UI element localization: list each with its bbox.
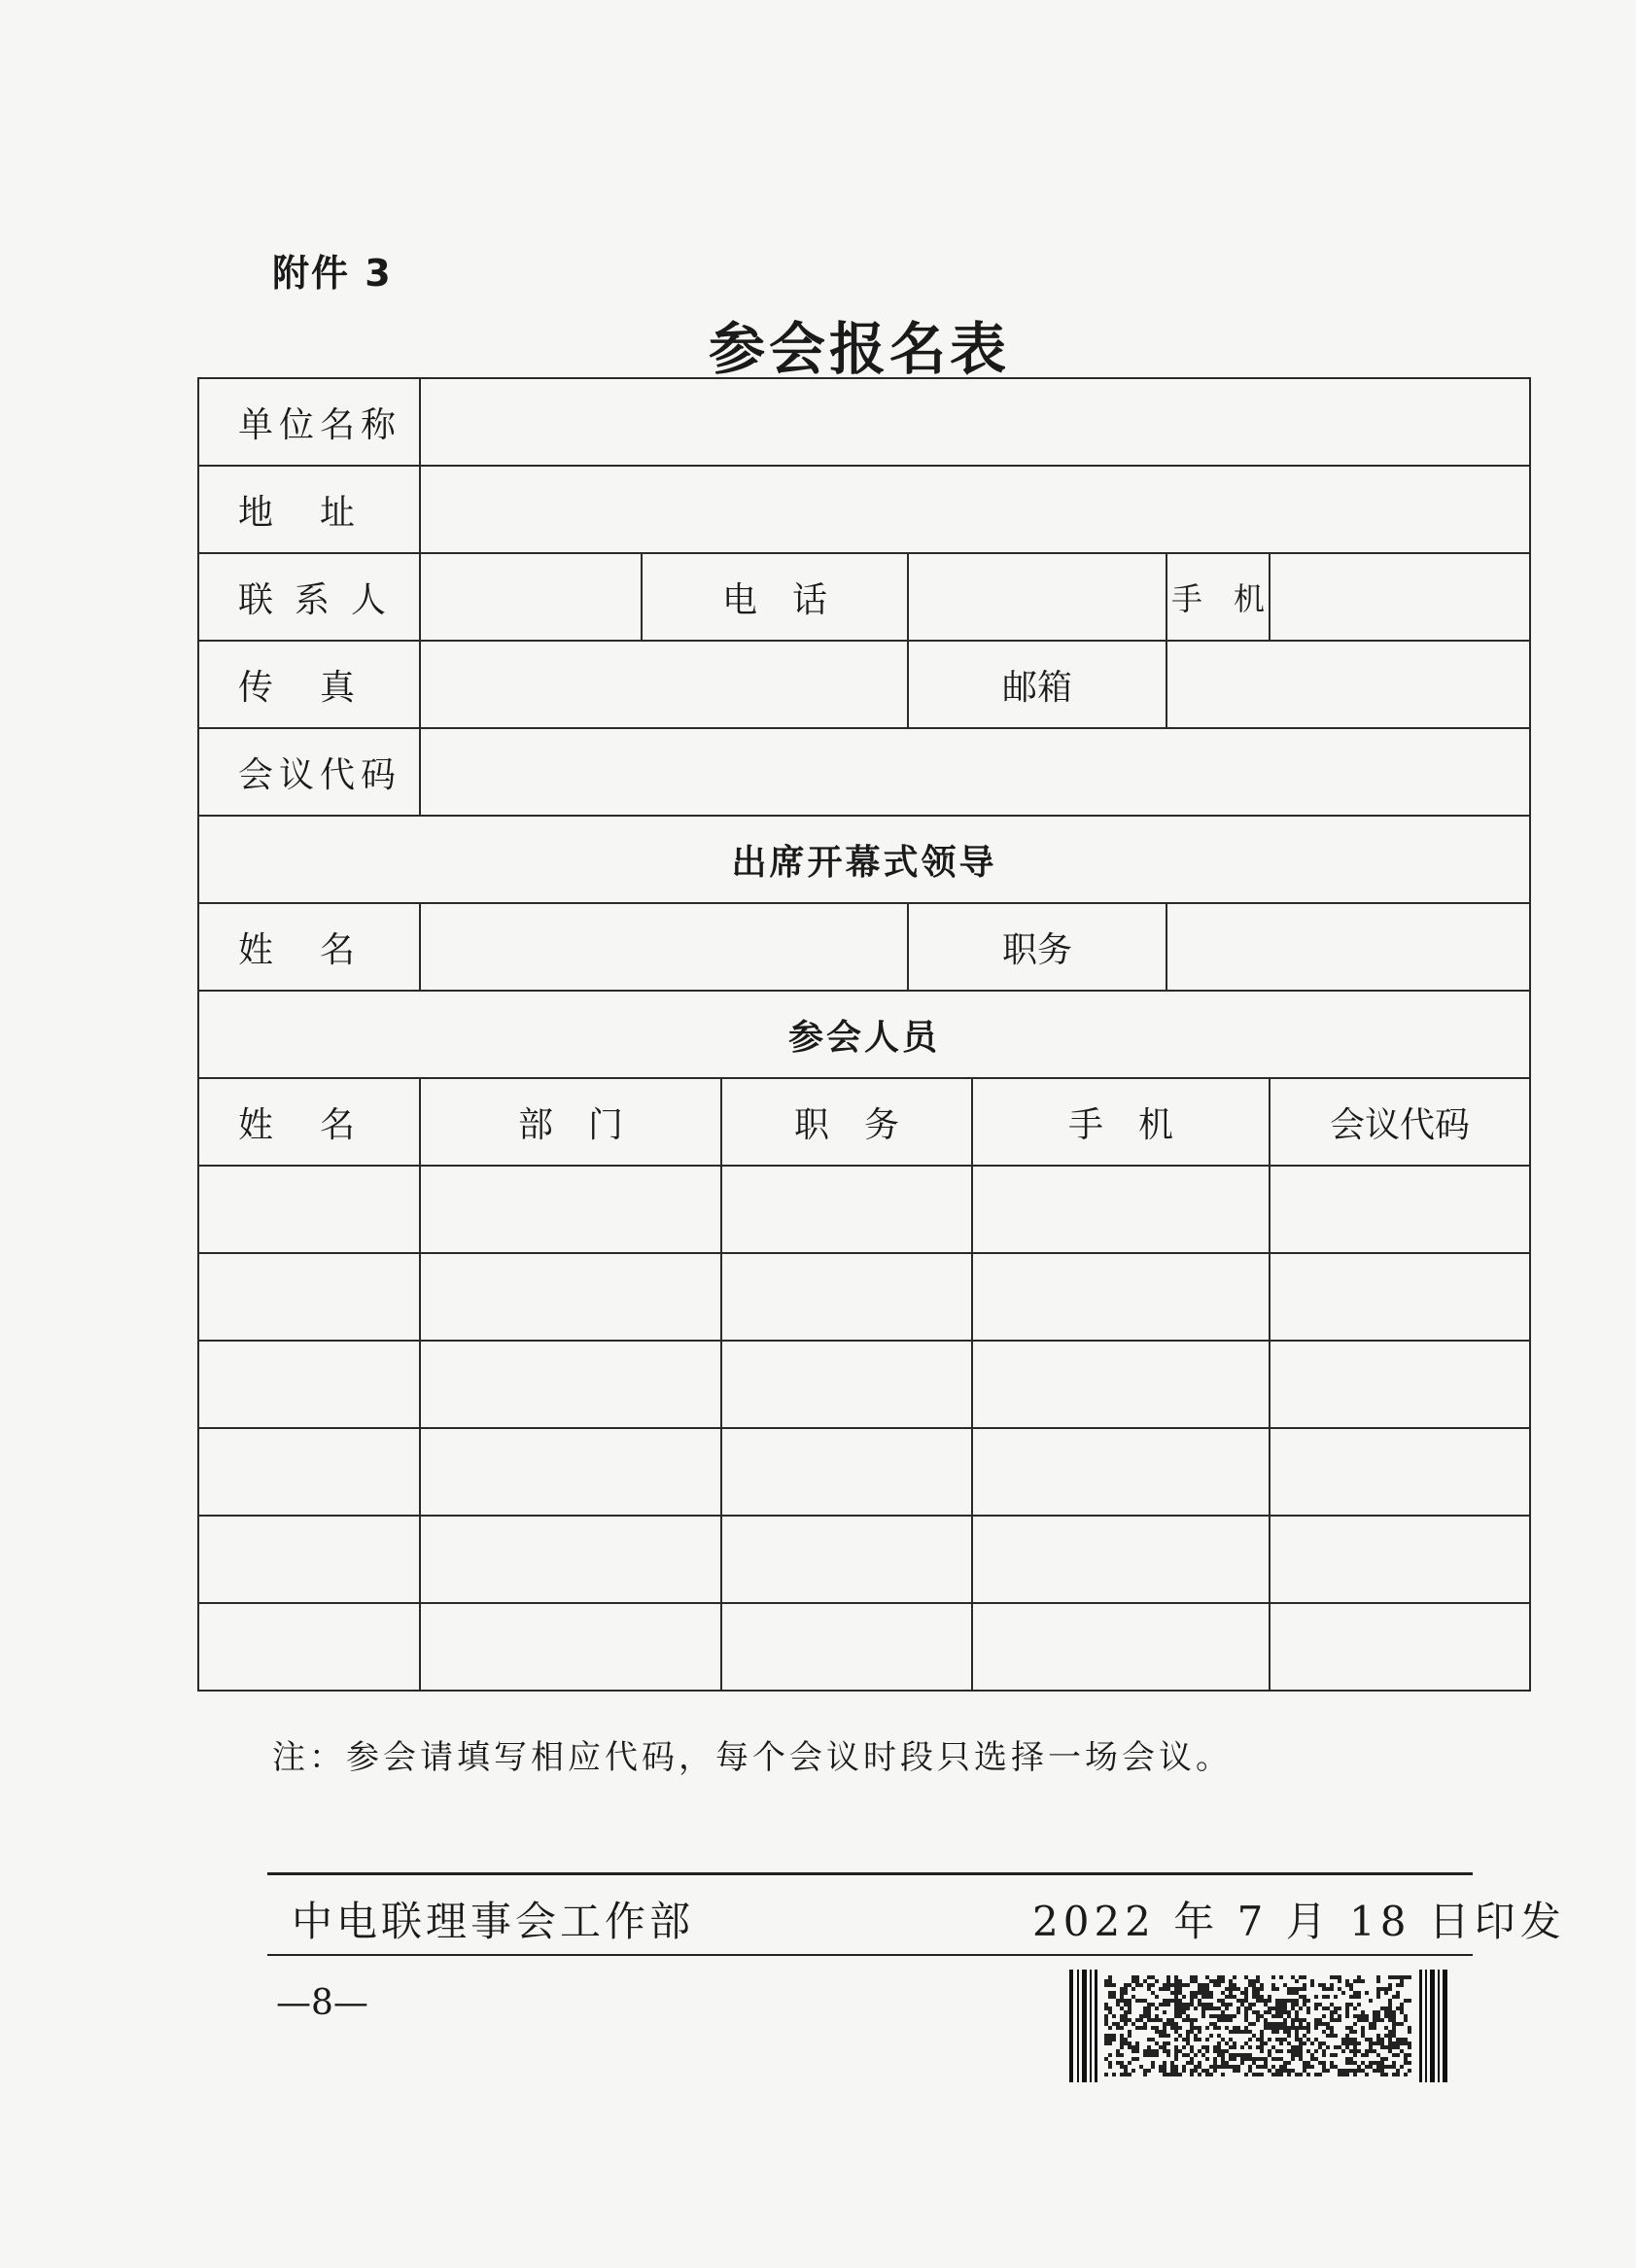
field-leader-name[interactable] [420, 903, 908, 991]
cell-title[interactable] [721, 1253, 972, 1341]
row-address [198, 466, 1530, 553]
cell-department[interactable] [420, 1603, 721, 1691]
label-leader-title: 职务 [908, 903, 1166, 991]
field-leader-title[interactable] [1166, 903, 1530, 991]
field-mobile[interactable] [1270, 553, 1530, 641]
label-fax: 传 真 [198, 641, 420, 728]
cell-meeting-code[interactable] [1270, 1253, 1530, 1341]
cell-name[interactable] [198, 1341, 420, 1428]
cell-title[interactable] [721, 1603, 972, 1691]
form-title: 参会报名表 [708, 316, 1010, 382]
column-header-name: 姓 名 [198, 1078, 420, 1166]
label-phone: 电 话 [642, 553, 908, 641]
cell-title[interactable] [721, 1516, 972, 1603]
table-row [198, 1341, 1530, 1428]
column-header-department: 部 门 [420, 1078, 721, 1166]
cell-name[interactable] [198, 1516, 420, 1603]
cell-meeting-code[interactable] [1270, 1341, 1530, 1428]
table-row [198, 1603, 1530, 1691]
label-email: 邮箱 [908, 641, 1166, 728]
field-fax[interactable] [420, 641, 908, 728]
cell-meeting-code[interactable] [1270, 1603, 1530, 1691]
field-meeting-code[interactable] [420, 728, 1530, 816]
label-leader-name: 姓 名 [198, 903, 420, 991]
registration-form-table [197, 377, 1531, 1692]
section-attendee-heading: 参会人员 [198, 991, 1530, 1078]
row-leader [198, 903, 1530, 991]
column-header-meeting-code: 会议代码 [1270, 1078, 1530, 1166]
cell-meeting-code[interactable] [1270, 1428, 1530, 1516]
cell-mobile[interactable] [972, 1603, 1270, 1691]
cell-title[interactable] [721, 1428, 972, 1516]
table-row [198, 1516, 1530, 1603]
cell-name[interactable] [198, 1428, 420, 1516]
label-contact: 联系人 [198, 553, 420, 641]
cell-mobile[interactable] [972, 1253, 1270, 1341]
cell-meeting-code[interactable] [1270, 1516, 1530, 1603]
issuer-name: 中电联理事会工作部 [292, 1898, 695, 1945]
section-leader-heading: 出席开幕式领导 [198, 816, 1530, 903]
cell-department[interactable] [420, 1253, 721, 1341]
row-leader-section [198, 816, 1530, 903]
field-contact[interactable] [420, 553, 642, 641]
field-address[interactable] [420, 466, 1530, 553]
label-unit-name: 单位名称 [198, 378, 420, 466]
cell-title[interactable] [721, 1341, 972, 1428]
cell-title[interactable] [721, 1166, 972, 1253]
cell-name[interactable] [198, 1253, 420, 1341]
cell-mobile[interactable] [972, 1341, 1270, 1428]
label-meeting-code: 会议代码 [198, 728, 420, 816]
page-number: —8— [276, 1983, 368, 2023]
footer-top-rule [267, 1872, 1473, 1875]
footer-bottom-rule [267, 1954, 1473, 1956]
cell-mobile[interactable] [972, 1428, 1270, 1516]
cell-name[interactable] [198, 1166, 420, 1253]
cell-name[interactable] [198, 1603, 420, 1691]
form-note: 注：参会请填写相应代码，每个会议时段只选择一场会议。 [272, 1738, 1233, 1777]
cell-department[interactable] [420, 1428, 721, 1516]
barcode-icon [1069, 1970, 1448, 2082]
label-address: 地 址 [198, 466, 420, 553]
cell-department[interactable] [420, 1341, 721, 1428]
cell-mobile[interactable] [972, 1166, 1270, 1253]
row-meeting-code [198, 728, 1530, 816]
row-attendee-section [198, 991, 1530, 1078]
row-contact [198, 553, 1530, 641]
table-row [198, 1428, 1530, 1516]
cell-department[interactable] [420, 1516, 721, 1603]
table-row [198, 1166, 1530, 1253]
issue-date: 2022 年 7 月 18 日印发 [1032, 1898, 1566, 1945]
table-row [198, 1253, 1530, 1341]
cell-mobile[interactable] [972, 1516, 1270, 1603]
row-fax [198, 641, 1530, 728]
field-email[interactable] [1166, 641, 1530, 728]
field-unit-name[interactable] [420, 378, 1530, 466]
column-header-mobile: 手 机 [972, 1078, 1270, 1166]
row-attendee-header [198, 1078, 1530, 1166]
column-header-title: 职 务 [721, 1078, 972, 1166]
field-phone[interactable] [908, 553, 1166, 641]
cell-meeting-code[interactable] [1270, 1166, 1530, 1253]
cell-department[interactable] [420, 1166, 721, 1253]
row-unit-name [198, 378, 1530, 466]
attachment-label: 附件 3 [272, 252, 393, 295]
label-mobile: 手 机 [1166, 553, 1270, 641]
